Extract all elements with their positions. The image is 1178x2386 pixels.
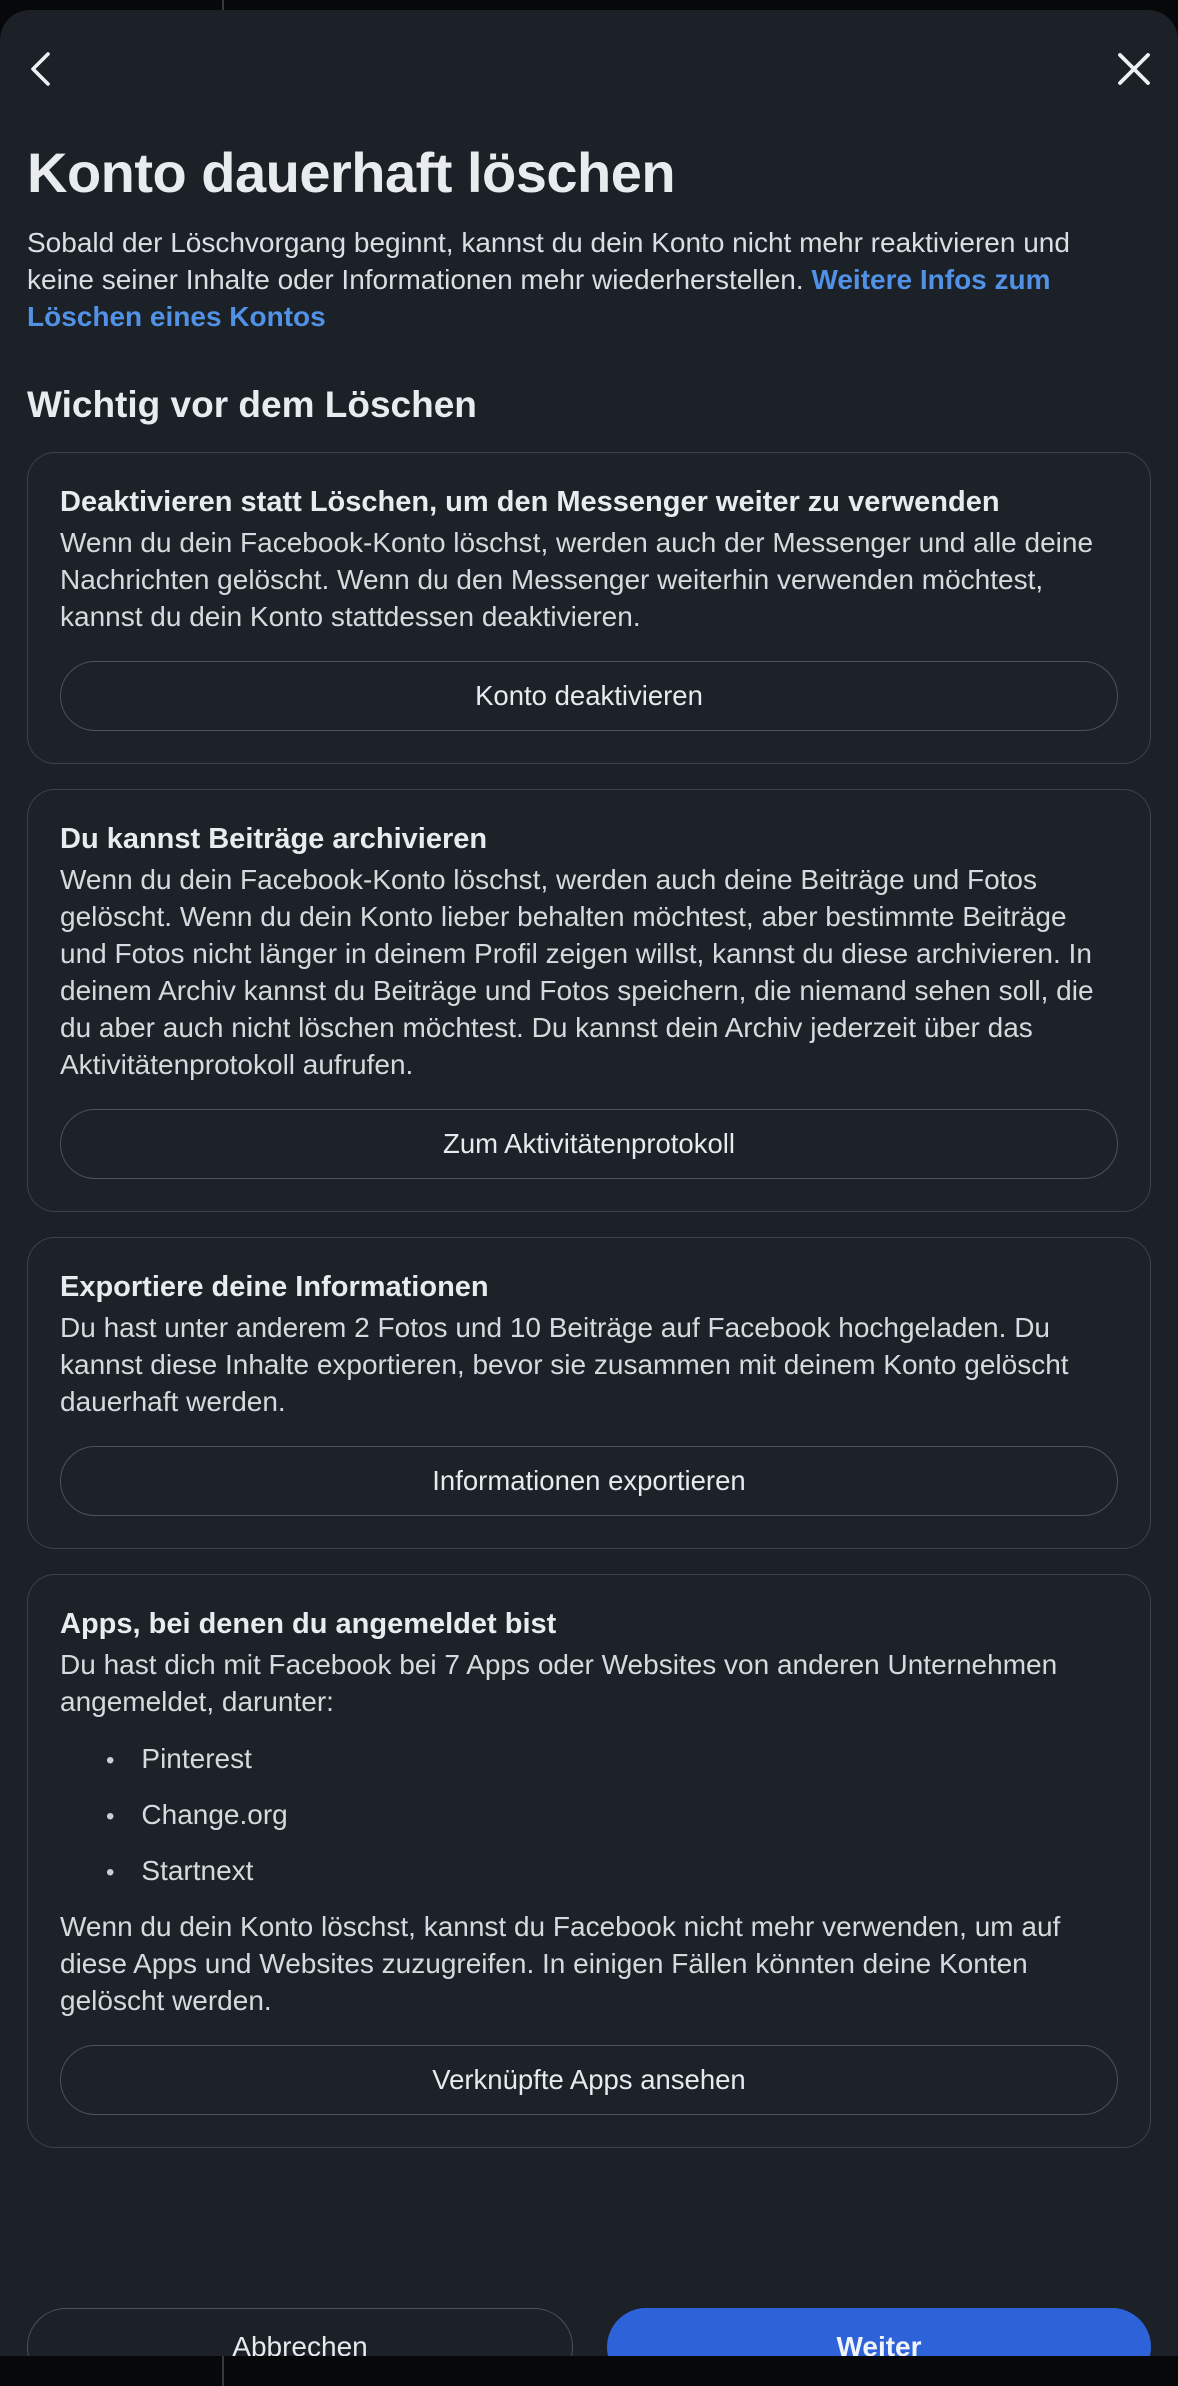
card-body: Du hast unter anderem 2 Fotos und 10 Beiträge auf Facebook hochgeladen. Du kannst diese Inhalte exportieren, bevor sie zusammen mit deinem Konto gelöscht dauerhaft werden. <box>60 1312 1069 1417</box>
activity-log-button[interactable]: Zum Aktivitätenprotokoll <box>60 1109 1118 1179</box>
next-button[interactable]: Weiter <box>607 2308 1151 2356</box>
list-item <box>60 1852 1118 1891</box>
deactivate-account-button[interactable]: Konto deaktivieren <box>60 661 1118 731</box>
list-item <box>60 1740 1118 1779</box>
card-body: Wenn du dein Konto löschst, kannst du Facebook nicht mehr verwenden, um auf diese Apps und Websites zuzugreifen. In einigen Fällen könnten deine Konten gelöscht werden. <box>60 1911 1061 2016</box>
card-title: Du kannst Beiträge archivieren <box>60 823 488 855</box>
delete-account-sheet <box>0 10 1178 2356</box>
section-heading: Wichtig vor dem Löschen <box>27 384 477 425</box>
intro-paragraph <box>27 224 1082 335</box>
bullet-icon: • <box>106 1803 115 1830</box>
bullet-icon: • <box>106 1859 115 1886</box>
card-export-information <box>27 1237 1151 1549</box>
card-connected-apps <box>27 1574 1151 2148</box>
app-name: Startnext <box>141 1855 254 1886</box>
card-body: Du hast dich mit Facebook bei 7 Apps oder Websites von anderen Unternehmen angemeldet, darunter: <box>60 1649 1058 1717</box>
footer-actions <box>27 2308 1151 2356</box>
card-archive-posts <box>27 789 1151 1212</box>
learn-more-link[interactable]: Weitere Infos zum Löschen eines Kontos <box>27 264 1051 332</box>
intro-text: Sobald der Löschvorgang beginnt, kannst du dein Konto nicht mehr reaktivieren und keine seiner Inhalte oder Informationen mehr wiederherstellen. <box>27 227 1070 295</box>
card-title: Apps, bei denen du angemeldet bist <box>60 1608 557 1640</box>
app-name: Change.org <box>141 1799 288 1830</box>
screen-seam-top <box>222 0 224 10</box>
card-title: Exportiere deine Informationen <box>60 1271 489 1303</box>
card-deactivate-messenger <box>27 452 1151 764</box>
card-title: Deaktivieren statt Löschen, um den Messenger weiter zu verwenden <box>60 486 1000 518</box>
list-item <box>60 1796 1118 1835</box>
cancel-button[interactable]: Abbrechen <box>27 2308 573 2356</box>
page-title: Konto dauerhaft löschen <box>27 141 676 204</box>
app-name: Pinterest <box>141 1743 252 1774</box>
view-connected-apps-button[interactable]: Verknüpfte Apps ansehen <box>60 2045 1118 2115</box>
bullet-icon: • <box>106 1747 115 1774</box>
screen-seam-bottom <box>222 2356 224 2386</box>
card-body: Wenn du dein Facebook-Konto löschst, werden auch der Messenger und alle deine Nachrichten gelöscht. Wenn du den Messenger weiterhin verwenden möchtest, kannst du dein Konto stattdessen deaktivieren. <box>60 527 1094 632</box>
card-body: Wenn du dein Facebook-Konto löschst, werden auch deine Beiträge und Fotos gelöscht. Wenn du dein Konto lieber behalten möchtest, aber bestimmte Beiträge und Fotos nicht länger in deinem Profil zeigen willst, kannst du diese archivieren. In deinem Archiv kannst du Beiträge und Fotos speichern, die niemand sehen soll, die du aber auch nicht löschen möchtest. Du kannst dein Archiv jederzeit über das Aktivitätenprotokoll aufrufen. <box>60 864 1094 1080</box>
export-information-button[interactable]: Informationen exportieren <box>60 1446 1118 1516</box>
sheet-content <box>0 10 1178 2148</box>
connected-apps-list <box>60 1740 1118 1891</box>
